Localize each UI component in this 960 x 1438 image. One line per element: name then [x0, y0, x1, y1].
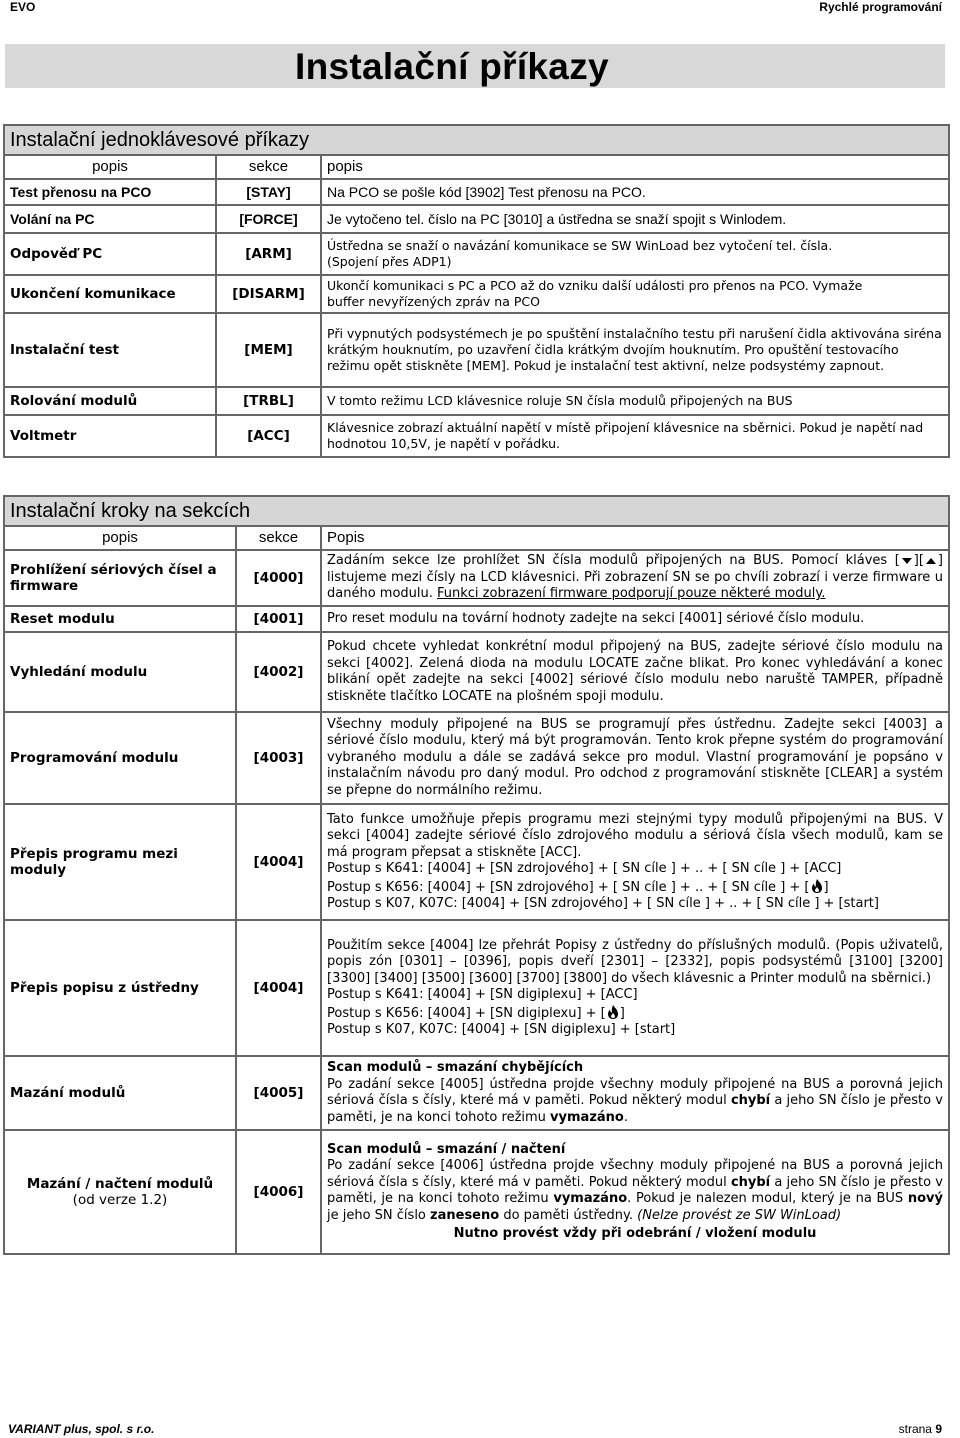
page-title: Instalační příkazy: [295, 46, 609, 87]
procedure-line: Postup s K641: [4004] + [SN digiplexu] + [ACC]: [327, 987, 638, 1002]
row-name: Mazání modulů: [4, 1056, 236, 1130]
row-key: [MEM]: [216, 313, 321, 387]
table-row: [4, 550, 949, 606]
desc-bold: zaneseno: [430, 1207, 500, 1223]
row-name: Přepis popisu z ústředny: [4, 920, 236, 1056]
fire-icon: [810, 878, 824, 894]
desc-bold: chybí: [730, 1093, 771, 1108]
row-desc-line: Ústředna se snaží o navázání komunikace se SW WinLoad bez vytočení tel. čísla.: [327, 238, 833, 253]
row-name: Test přenosu na PCO: [4, 179, 216, 205]
table-row: [4, 233, 949, 275]
procedure-line: Postup s K07, K07C: [4004] + [SN zdrojového] + [ SN cíle ] + .. + [ SN cíle ] + [start]: [327, 896, 879, 911]
desc-text: Tato funkce umožňuje přepis programu mezi stejnými typy modulů připojenými na BUS. V sekci [4004] zadejte sériové číslo zdrojového modulu a sériová čísla všech modulů, kam se má program přepsat a stiskněte [ACC].: [327, 811, 943, 860]
header-right: Rychlé programování: [819, 0, 942, 14]
section-title: Instalační kroky na sekcích: [4, 496, 949, 526]
row-name: Rolování modulů: [4, 387, 216, 415]
footer-company: VARIANT plus, spol. s r.o.: [8, 1422, 155, 1436]
row-name: Instalační test: [4, 313, 216, 387]
desc-bold: vymazáno: [553, 1191, 628, 1206]
row-key: [4006]: [236, 1130, 321, 1254]
desc-bold: chybí: [730, 1174, 771, 1190]
desc-text: Použitím sekce [4004] lze přehrát Popisy z ústředny do příslušných modulů. (Popis uživatelů, popis zón [0301] – [0396], popis dveří [2301] – [2332], popis podsystémů [3100] [3200] [3300] [3400] [3500] [3600] [3700] [3800] do všech klávesnic a Printer modulů na sběrnici.): [327, 937, 943, 986]
row-desc: Všechny moduly připojené na BUS se programují přes ústřednu. Zadejte sekci [4003] a sériové číslo modulu, který má být programován. Tento krok přepne systém do programování vybraného modulu a dále se zadává sekce pro modul. Vlastní programování je popsáno v instalačním návodu pro daný modul. Pro odchod z programování stiskněte [CLEAR] a systém se přepne do normálního režimu.: [321, 712, 949, 804]
desc-text: Zadáním sekce lze prohlížet SN čísla modulů připojených na BUS. Pomocí kláves [: [327, 553, 900, 569]
row-key: [TRBL]: [216, 387, 321, 415]
row-name: Voltmetr: [4, 415, 216, 457]
row-desc: [321, 804, 949, 920]
desc-bold: nový: [907, 1191, 943, 1206]
row-desc: [321, 233, 949, 275]
desc-text: Po zadání sekce [4006] ústředna projde všechny moduly připojené na BUS a porovná jejich sériová čísla s čísly, které má v paměti. Pokud některý modul: [327, 1158, 943, 1190]
desc-text: Postup s K656: [4004] + [SN digiplexu] + [: [327, 1005, 606, 1021]
row-desc-line: buffer nevyřízených zpráv na PCO: [327, 294, 540, 309]
row-desc: [321, 550, 949, 606]
desc-text: [327, 1077, 943, 1127]
procedure-line: [327, 1004, 943, 1023]
section-title: Instalační jednoklávesové příkazy: [4, 125, 949, 155]
row-key: [4004]: [236, 804, 321, 920]
row-desc: V tomto režimu LCD klávesnice roluje SN čísla modulů připojených na BUS: [321, 387, 949, 415]
table-row: [4, 632, 949, 712]
table-row: [4, 920, 949, 1056]
footer-page-label: strana: [898, 1422, 932, 1436]
col-header-sekce: sekce: [216, 155, 321, 179]
desc-text: do paměti ústředny.: [499, 1207, 638, 1223]
desc-text: [327, 1158, 943, 1224]
row-name: Přepis programu mezi moduly: [4, 804, 236, 920]
row-name: Reset modulu: [4, 606, 236, 632]
desc-text: ][: [913, 553, 924, 569]
arrow-down-icon: [902, 558, 912, 564]
row-desc: [321, 920, 949, 1056]
row-desc-line: (Spojení přes ADP1): [327, 254, 452, 269]
row-key: [4005]: [236, 1056, 321, 1130]
desc-heading: Scan modulů – smazání chybějících: [327, 1060, 584, 1075]
row-key: [FORCE]: [216, 205, 321, 233]
table-row: [4, 387, 949, 415]
desc-text: ] listujeme mezi čísly na LCD klávesnici. Při zobrazení SN se po chvíli zobrazí i verze firmware u daného modulu.: [327, 553, 943, 602]
col-header-popis2: Popis: [321, 526, 949, 550]
page-header: [10, 0, 942, 14]
arrow-up-icon: [926, 558, 936, 564]
row-key: [ACC]: [216, 415, 321, 457]
row-key: [4002]: [236, 632, 321, 712]
row-name: Ukončení komunikace: [4, 275, 216, 313]
desc-text: Po zadání sekce [4005] ústředna projde všechny moduly připojené na BUS a porovná jejich sériová čísla s čísly, které má v paměti. Pokud některý modul: [327, 1076, 943, 1108]
row-desc: [321, 1130, 949, 1254]
desc-note: Nutno provést vždy při odebrání / vložení modulu: [453, 1226, 817, 1241]
row-key: [4003]: [236, 712, 321, 804]
procedure-line: Postup s K641: [4004] + [SN zdrojového] + [ SN cíle ] + .. + [ SN cíle ] + [ACC]: [327, 861, 842, 876]
row-key: [4001]: [236, 606, 321, 632]
table-row: [4, 1130, 949, 1254]
desc-text: . Pokud je nalezen modul, který je na BUS: [627, 1191, 908, 1206]
footer-page-number: 9: [935, 1422, 942, 1436]
table-row: [4, 1056, 949, 1130]
row-name: Odpověď PC: [4, 233, 216, 275]
table-row: [4, 179, 949, 205]
desc-text: ]: [823, 879, 829, 895]
table-row: [4, 415, 949, 457]
row-name: Vyhledání modulu: [4, 632, 236, 712]
row-desc: Pokud chcete vyhledat konkrétní modul připojený na BUS, zadejte sériové číslo modulu na sekci [4002]. Zelená dioda na modulu LOCATE začne blikat. Pro konec vyhledávání a konec blikání opět zadejte na sekci [4002] sériové číslo modulu nebo naruště TAMPER, případně stiskněte tlačítko LOCATE na plošném spoji modulu.: [321, 632, 949, 712]
procedure-line: [327, 878, 943, 897]
table-row: [4, 712, 949, 804]
col-header-popis2: popis: [321, 155, 949, 179]
single-key-commands-table: [3, 124, 950, 458]
title-bar: [5, 44, 945, 88]
desc-heading: Scan modulů – smazání / načtení: [327, 1141, 566, 1157]
row-desc: Při vypnutých podsystémech je po spuštění instalačního testu při narušení čidla aktivována siréna krátkým houknutím, po uzavření čidla krátkým dvojím houknutím. Pro opuštění testovacího režimu opět stiskněte [MEM]. Pokud je instalační test aktivní, nelze podsystémy zapnout.: [321, 313, 949, 387]
col-header-popis: popis: [4, 155, 216, 179]
row-desc: Pro reset modulu na tovární hodnoty zadejte na sekci [4001] sériové číslo modulu.: [321, 606, 949, 632]
row-desc: [321, 275, 949, 313]
desc-bold: vymazáno: [550, 1109, 624, 1125]
row-name: [4, 1130, 236, 1254]
row-desc: [321, 1056, 949, 1130]
col-header-popis: popis: [4, 526, 236, 550]
row-desc: Na PCO se pošle kód [3902] Test přenosu na PCO.: [321, 179, 949, 205]
col-header-sekce: sekce: [236, 526, 321, 550]
fire-icon: [606, 1004, 620, 1020]
header-left: EVO: [10, 0, 36, 14]
row-desc-line: Ukončí komunikaci s PC a PCO až do vzniku další události pro přenos na PCO. Vymaže: [327, 278, 863, 293]
desc-text: je jeho SN číslo: [327, 1207, 431, 1223]
row-name: Programování modulu: [4, 712, 236, 804]
row-desc: Je vytočeno tel. číslo na PC [3010] a ústředna se snaží spojit s Winlodem.: [321, 205, 949, 233]
table-row: [4, 205, 949, 233]
row-name: Prohlížení sériových čísel a firmware: [4, 550, 236, 606]
desc-italic: (Nelze provést ze SW WinLoad): [637, 1207, 842, 1223]
desc-text: a jeho SN číslo je přesto v paměti, je na konci tohoto režimu: [327, 1093, 943, 1125]
row-name-line: (od verze 1.2): [72, 1192, 168, 1208]
procedure-line: Postup s K07, K07C: [4004] + [SN digiplexu] + [start]: [327, 1022, 676, 1037]
table-row: [4, 313, 949, 387]
section-steps-table: [3, 495, 950, 1255]
desc-text: a jeho SN číslo je přesto v paměti, je na konci tohoto režimu: [327, 1174, 943, 1206]
table-row: [4, 804, 949, 920]
row-desc: Klávesnice zobrazí aktuální napětí v místě připojení klávesnice na sběrnici. Pokud je napětí nad hodnotou 10,5V, je napětí v pořádku.: [321, 415, 949, 457]
row-key: [4004]: [236, 920, 321, 1056]
table-row: [4, 606, 949, 632]
row-name-line: Mazání / načtení modulů: [26, 1176, 214, 1192]
row-key: [4000]: [236, 550, 321, 606]
desc-text: ]: [619, 1005, 625, 1021]
row-key: [STAY]: [216, 179, 321, 205]
desc-underlined: Funkci zobrazení firmware podporují pouze některé moduly.: [437, 586, 826, 602]
row-name: Volání na PC: [4, 205, 216, 233]
row-key: [ARM]: [216, 233, 321, 275]
desc-text: .: [623, 1109, 628, 1125]
footer-page: [899, 1422, 942, 1436]
row-key: [DISARM]: [216, 275, 321, 313]
desc-text: Postup s K656: [4004] + [SN zdrojového] + [ SN cíle ] + .. + [ SN cíle ] + [: [327, 879, 810, 895]
table-row: [4, 275, 949, 313]
